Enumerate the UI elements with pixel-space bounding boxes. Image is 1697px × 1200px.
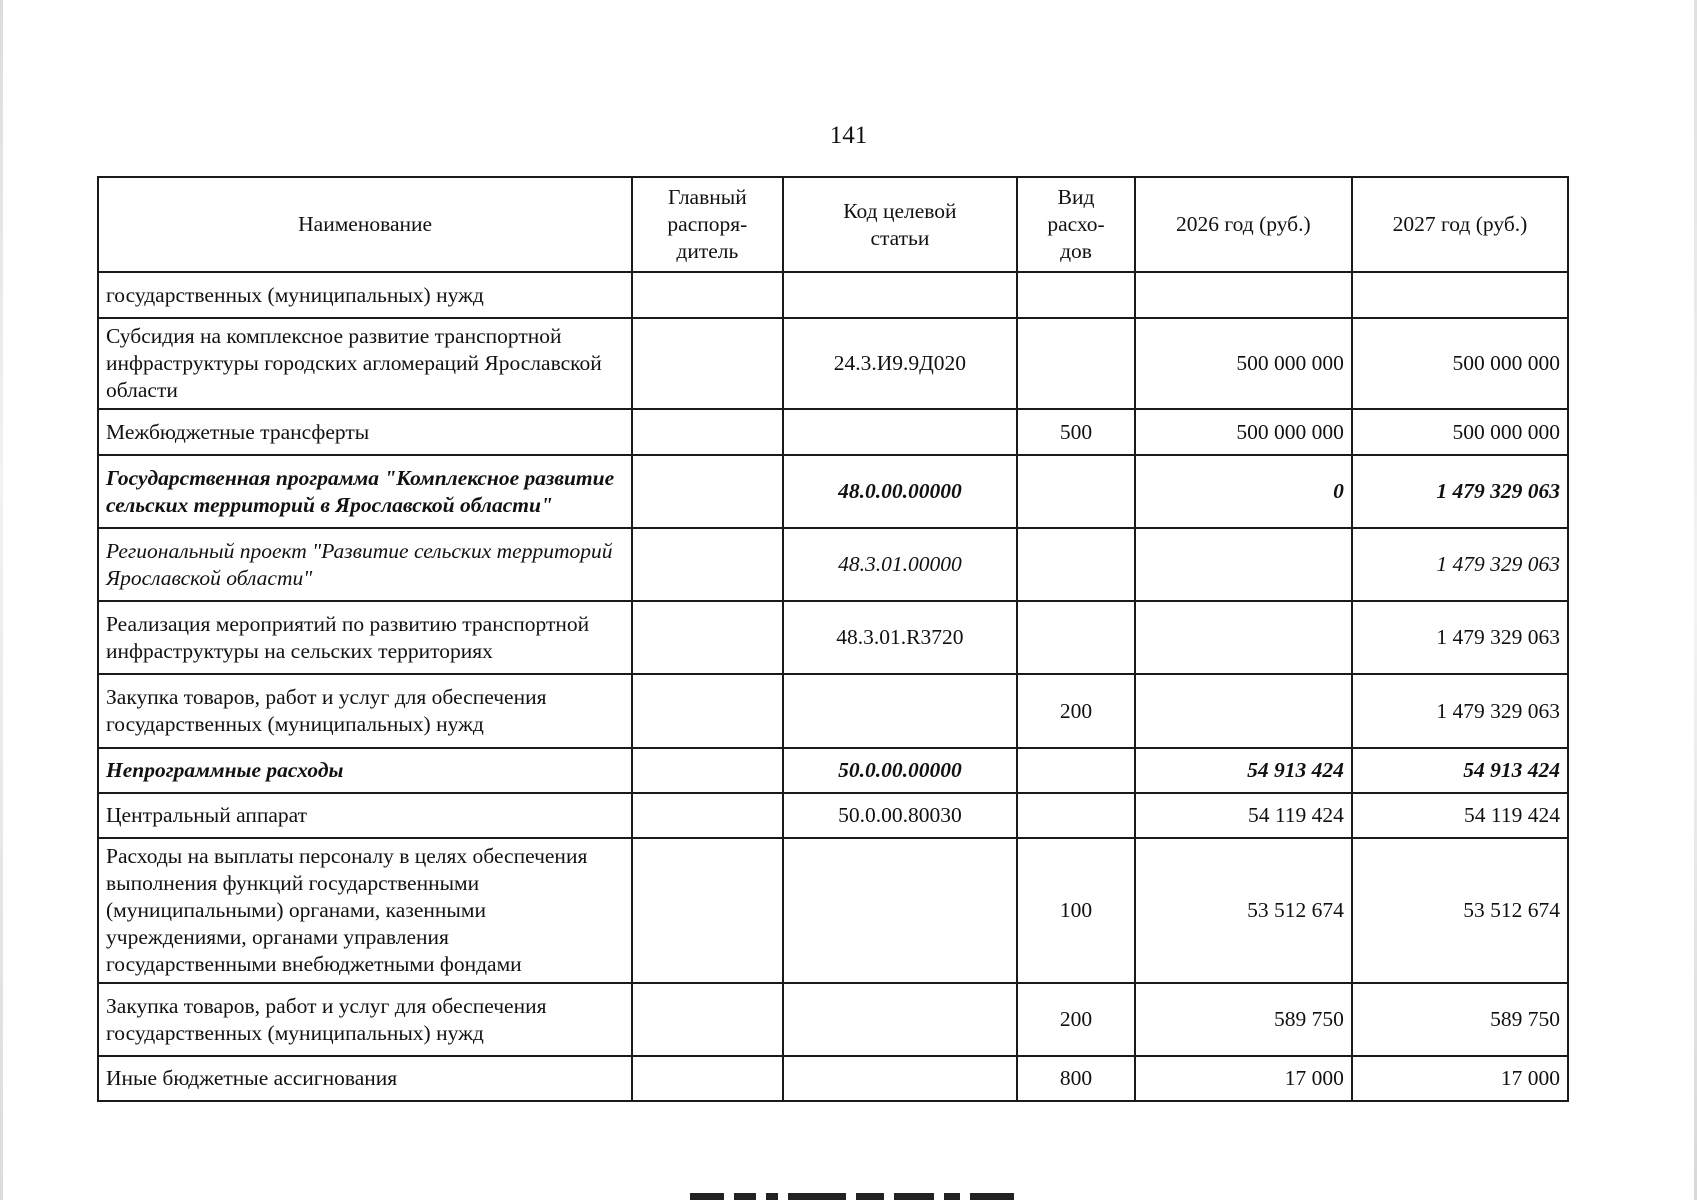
cell-expense-type: 100 [1017,838,1134,983]
cell-year-2026 [1135,674,1352,748]
cell-year-2027: 1 479 329 063 [1352,674,1568,748]
cell-target-code [783,674,1018,748]
table-row [98,528,1568,601]
header-target-code: Код целевой статьи [783,177,1018,272]
cell-expense-type [1017,793,1134,838]
cell-name: государственных (муниципальных) нужд [98,272,632,318]
cell-name: Расходы на выплаты персоналу в целях обеспечения выполнения функций государственными (муниципальными) органами, казенными учреждениями, органами управления государственными внебюджетными фондами [98,838,632,983]
cell-year-2027: 500 000 000 [1352,318,1568,409]
table-row [98,748,1568,793]
header-expense-type: Вид расхо-дов [1017,177,1134,272]
next-page-text-fragment [690,1193,1110,1200]
table-row [98,318,1568,409]
cell-expense-type [1017,455,1134,528]
cell-name: Центральный аппарат [98,793,632,838]
cell-main-manager [632,1056,782,1101]
cell-year-2026: 500 000 000 [1135,409,1352,455]
cell-name: Межбюджетные трансферты [98,409,632,455]
cell-year-2026 [1135,601,1352,674]
cell-expense-type: 800 [1017,1056,1134,1101]
scan-edge-left [0,0,3,1200]
cell-year-2026 [1135,528,1352,601]
table-row [98,455,1568,528]
cell-target-code: 48.3.01.R3720 [783,601,1018,674]
cell-name: Государственная программа "Комплексное развитие сельских территорий в Ярославской области" [98,455,632,528]
cell-main-manager [632,838,782,983]
cell-year-2027: 1 479 329 063 [1352,601,1568,674]
header-main-manager: Главный распоря-дитель [632,177,782,272]
cell-name: Иные бюджетные ассигнования [98,1056,632,1101]
cell-name: Закупка товаров, работ и услуг для обеспечения государственных (муниципальных) нужд [98,674,632,748]
cell-main-manager [632,272,782,318]
table-row [98,983,1568,1056]
table-row [98,272,1568,318]
cell-expense-type [1017,601,1134,674]
cell-target-code [783,983,1018,1056]
cell-expense-type: 200 [1017,674,1134,748]
table-row [98,1056,1568,1101]
cell-target-code: 48.0.00.00000 [783,455,1018,528]
cell-year-2026: 0 [1135,455,1352,528]
cell-target-code [783,1056,1018,1101]
cell-name: Региональный проект "Развитие сельских территорий Ярославской области" [98,528,632,601]
cell-expense-type [1017,528,1134,601]
table-row [98,601,1568,674]
cell-year-2026: 17 000 [1135,1056,1352,1101]
cell-expense-type [1017,748,1134,793]
cell-year-2026: 589 750 [1135,983,1352,1056]
cell-expense-type: 200 [1017,983,1134,1056]
cell-main-manager [632,528,782,601]
cell-target-code: 48.3.01.00000 [783,528,1018,601]
cell-main-manager [632,748,782,793]
page-number: 141 [829,122,868,149]
table-row [98,409,1568,455]
table-row [98,838,1568,983]
cell-main-manager [632,455,782,528]
cell-target-code [783,409,1018,455]
cell-expense-type [1017,318,1134,409]
cell-year-2027: 1 479 329 063 [1352,455,1568,528]
table-row [98,674,1568,748]
cell-main-manager [632,674,782,748]
cell-year-2027: 1 479 329 063 [1352,528,1568,601]
header-year-2026: 2026 год (руб.) [1135,177,1352,272]
cell-target-code: 50.0.00.80030 [783,793,1018,838]
cell-year-2026: 53 512 674 [1135,838,1352,983]
cell-main-manager [632,409,782,455]
cell-year-2026 [1135,272,1352,318]
cell-expense-type: 500 [1017,409,1134,455]
cell-year-2026: 54 913 424 [1135,748,1352,793]
header-year-2027: 2027 год (руб.) [1352,177,1568,272]
cell-main-manager [632,983,782,1056]
header-name: Наименование [98,177,632,272]
cell-year-2026: 54 119 424 [1135,793,1352,838]
cell-name: Субсидия на комплексное развитие транспортной инфраструктуры городских агломераций Ярославской области [98,318,632,409]
cell-target-code: 50.0.00.00000 [783,748,1018,793]
cell-year-2026: 500 000 000 [1135,318,1352,409]
cell-expense-type [1017,272,1134,318]
cell-year-2027 [1352,272,1568,318]
cell-year-2027: 17 000 [1352,1056,1568,1101]
cell-name: Реализация мероприятий по развитию транспортной инфраструктуры на сельских территориях [98,601,632,674]
budget-table [97,176,1569,1102]
cell-year-2027: 54 119 424 [1352,793,1568,838]
table-row [98,793,1568,838]
cell-target-code: 24.3.И9.9Д020 [783,318,1018,409]
cell-target-code [783,838,1018,983]
cell-main-manager [632,318,782,409]
cell-year-2027: 54 913 424 [1352,748,1568,793]
cell-year-2027: 589 750 [1352,983,1568,1056]
table-header-row [98,177,1568,272]
cell-year-2027: 500 000 000 [1352,409,1568,455]
cell-main-manager [632,793,782,838]
cell-name: Непрограммные расходы [98,748,632,793]
cell-target-code [783,272,1018,318]
cell-year-2027: 53 512 674 [1352,838,1568,983]
cell-main-manager [632,601,782,674]
cell-name: Закупка товаров, работ и услуг для обеспечения государственных (муниципальных) нужд [98,983,632,1056]
